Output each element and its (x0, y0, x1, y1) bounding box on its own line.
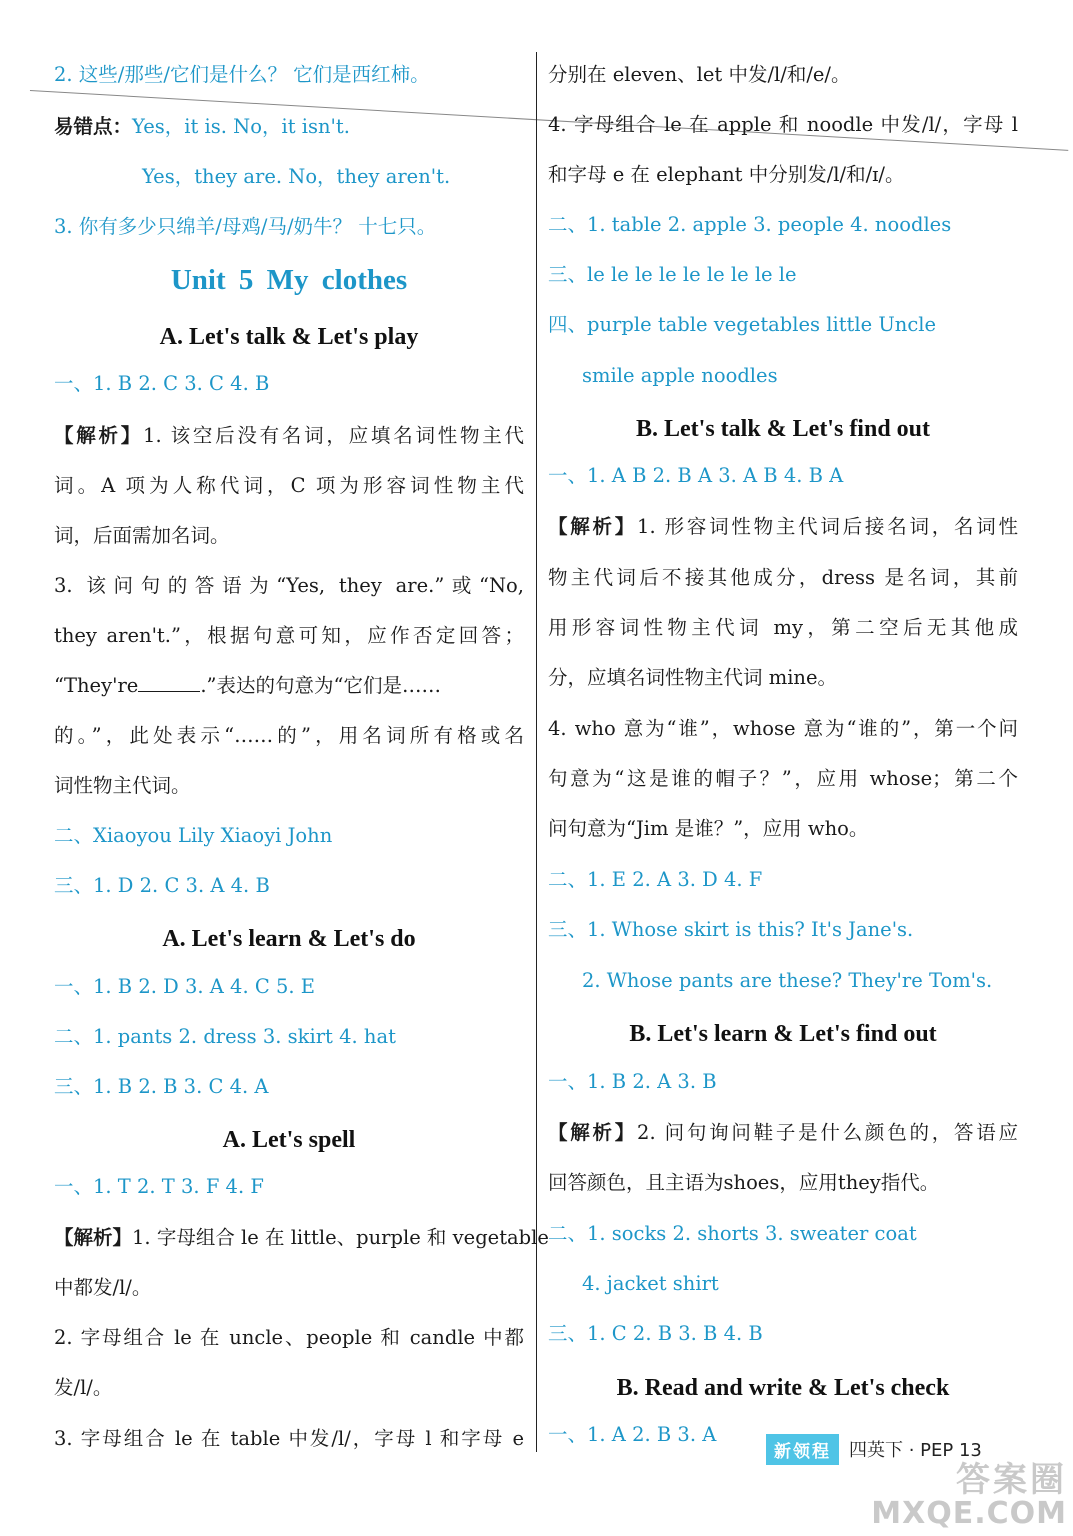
section-heading: A. Let's talk & Let's play (159, 324, 419, 350)
explanation-line: 4. 字母组合 le 在 apple 和 noodle 中发/l/，字母 l (548, 113, 1018, 136)
explanation-label: 【解析】 (54, 1226, 133, 1249)
answer-line: 三、1. D 2. C 3. A 4. B (54, 874, 270, 897)
explanation-line: 回答颜色，且主语为shoes，应用they指代。 (548, 1171, 940, 1194)
explanation-line: 分，应填名词性物主代词 mine。 (548, 666, 838, 689)
watermark-url: MXQE.COM (871, 1496, 1067, 1531)
answer-line: 2. 这些/那些/它们是什么？ 它们是西红柿。 (54, 63, 430, 86)
explanation-line: 2. 字母组合 le 在 uncle、people 和 candle 中都 (54, 1326, 524, 1349)
page-footer (766, 1432, 982, 1466)
answer-line: 4. jacket shirt (582, 1272, 719, 1295)
explanation-label: 【解析】 (548, 1121, 638, 1144)
common-errors-label: 易错点： (54, 115, 133, 138)
answer-line: 三、1. B 2. B 3. C 4. A (54, 1075, 269, 1098)
explanation-label: 【解析】 (54, 424, 144, 447)
watermark (871, 1462, 1067, 1530)
explanation-line: 3. 该问句的答语为“Yes, they are.”或“No, (54, 574, 524, 597)
explanation-line: 3. 字母组合 le 在 table 中发/l/，字母 l 和字母 e (54, 1427, 524, 1450)
explanation-line: they aren't.”，根据句意可知，应作否定回答； (54, 624, 524, 647)
answer-line: 三、le le le le le le le le le (548, 263, 797, 286)
common-errors-text: Yes，it is. No，it isn't. (132, 115, 350, 138)
answer-line: 2. Whose pants are these? They're Tom's. (582, 969, 993, 992)
explanation-label: 【解析】 (548, 515, 638, 538)
answer-line: 四、purple table vegetables little Uncle (548, 313, 937, 336)
answer-line: 二、1. pants 2. dress 3. skirt 4. hat (54, 1025, 396, 1048)
explanation-line: 句意为“这是谁的帽子？”，应用 whose；第二个 (548, 767, 1018, 790)
explanation-text: “They're (54, 674, 139, 697)
section-heading: B. Let's learn & Let's find out (629, 1021, 937, 1047)
section-heading: A. Let's spell (222, 1127, 356, 1153)
common-errors-line (54, 112, 524, 142)
answer-line: 一、1. B 2. A 3. B (548, 1070, 717, 1093)
explanation-line: 词性物主代词。 (54, 774, 191, 797)
explanation-line (548, 512, 1018, 542)
answer-line: 三、1. Whose skirt is this? It's Jane's. (548, 918, 914, 941)
answer-line: 二、1. table 2. apple 3. people 4. noodles (548, 213, 952, 236)
explanation-line (548, 1118, 1018, 1148)
explanation-line: 中都发/l/。 (54, 1276, 152, 1299)
section-heading: B. Let's talk & Let's find out (635, 416, 931, 442)
explanation-text: 2. 问句询问鞋子是什么颜色的，答语应 (637, 1121, 1018, 1144)
explanation-line: 问句意为“Jim 是谁？”，应用 who。 (548, 817, 869, 840)
explanation-line: 和字母 e 在 elephant 中分别发/l/和/ɪ/。 (548, 163, 905, 186)
answer-line: 二、1. socks 2. shorts 3. sweater coat (548, 1222, 917, 1245)
watermark-logo-text: 答案圈 (956, 1460, 1067, 1500)
answer-line: 3. 你有多少只绵羊/母鸡/马/奶牛？ 十七只。 (54, 215, 437, 238)
explanation-line: 发/l/。 (54, 1376, 113, 1399)
explanation-text: .”表达的句意为“它们是…… (200, 674, 441, 697)
explanation-text: 1. 字母组合 le 在 little、purple 和 vegetable (132, 1226, 549, 1249)
answer-line: 二、1. E 2. A 3. D 4. F (548, 868, 763, 891)
answer-line: 一、1. A B 2. B A 3. A B 4. B A (548, 464, 844, 487)
explanation-text: 1. 该空后没有名词，应填名词性物主代 (143, 424, 524, 447)
explanation-line (54, 1223, 549, 1253)
answer-line: 一、1. T 2. T 3. F 4. F (54, 1175, 264, 1198)
page-number: 四英下 · PEP 13 (849, 1440, 982, 1461)
section-heading: A. Let's learn & Let's do (162, 926, 416, 952)
answer-line: 三、1. C 2. B 3. B 4. B (548, 1322, 763, 1345)
explanation-line: 用形容词性物主代词 my，第二空后无其他成 (548, 616, 1018, 639)
explanation-text: 1. 形容词性物主代词后接名词，名词性 (637, 515, 1018, 538)
explanation-line: 物主代词后不接其他成分，dress 是名词，其前 (548, 566, 1018, 589)
explanation-line: 分别在 eleven、let 中发/l/和/e/。 (548, 63, 851, 86)
answer-line: 一、1. A 2. B 3. A (548, 1423, 717, 1446)
unit-title: Unit 5 My clothes (170, 264, 408, 296)
common-errors-line-2: Yes，they are. No，they aren't. (142, 165, 451, 188)
section-heading: B. Read and write & Let's check (616, 1375, 950, 1401)
brand-badge: 新领程 (766, 1434, 839, 1465)
explanation-line (54, 421, 524, 451)
explanation-line: 的。”，此处表示“……的”，用名词所有格或名 (54, 724, 524, 747)
explanation-line: 4. who 意为“谁”，whose 意为“谁的”，第一个问 (548, 717, 1018, 740)
explanation-line: 词，后面需加名词。 (54, 524, 230, 547)
answer-line: smile apple noodles (582, 364, 778, 387)
explanation-line (54, 671, 524, 701)
answer-line: 二、Xiaoyou Lily Xiaoyi John (54, 824, 333, 847)
fill-blank (138, 673, 200, 692)
answer-line: 一、1. B 2. C 3. C 4. B (54, 372, 270, 395)
answer-line: 一、1. B 2. D 3. A 4. C 5. E (54, 975, 316, 998)
explanation-line: 词。A 项为人称代词，C 项为形容词性物主代 (54, 474, 524, 497)
